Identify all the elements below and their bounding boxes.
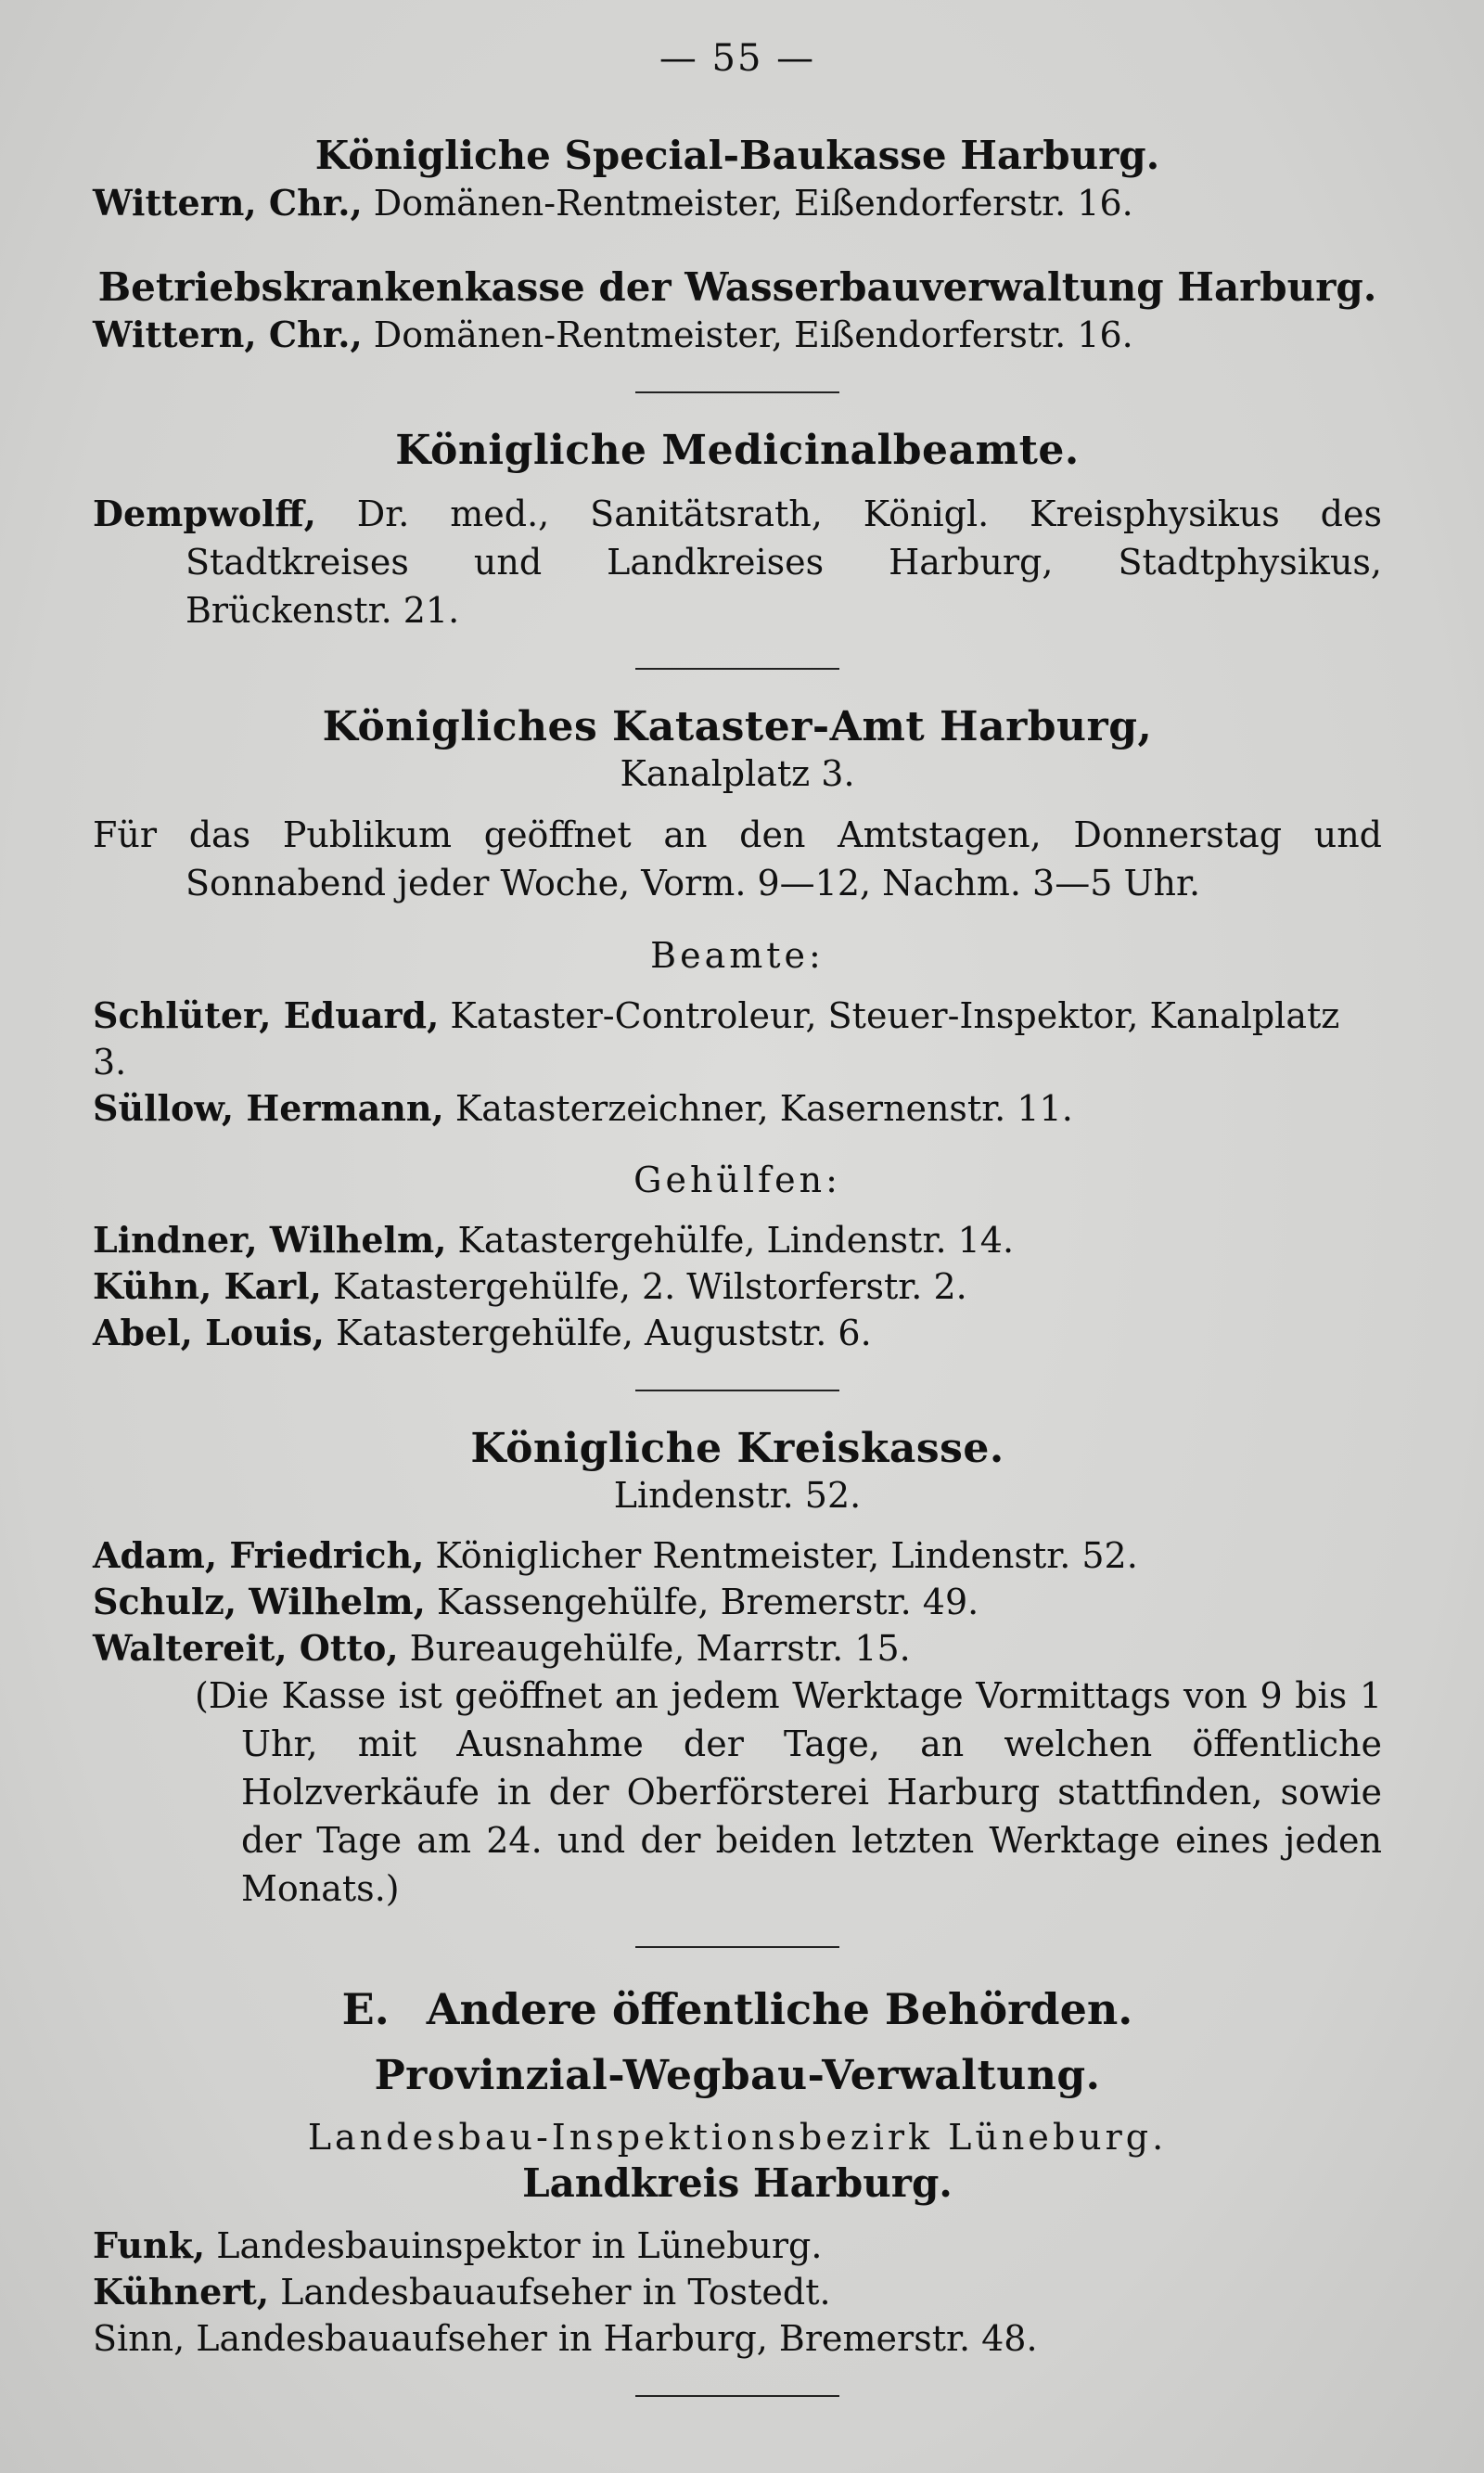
spacer [93, 1132, 1382, 1158]
entry-name: Adam, Friedrich, [93, 1534, 425, 1576]
note-kreiskasse: (Die Kasse ist geöffnet an jedem Werktage Vormittags von 9 bis 1 Uhr, mit Ausnahme der Tage, an welchen öffentliche Holzverkäufe in der Oberförsterei Harburg stattfinden, sowie der Tage am 24. und der beiden letzten Werktage eines jeden Monats.) [195, 1675, 1382, 1909]
heading-medicinalbeamte: Königliche Medicinalbeamte. [395, 427, 1080, 474]
list-item [93, 1263, 1382, 1310]
label-beamte: Beamte: [650, 935, 825, 976]
entry-detail: Katasterzeichner, Kasernenstr. 11. [443, 1088, 1073, 1129]
heading-kreiskasse: Königliche Kreiskasse. [470, 1425, 1004, 1472]
entry-name: Wittern, Chr., [93, 314, 363, 355]
entry-detail: Königlicher Rentmeister, Lindenstr. 52. [424, 1535, 1138, 1576]
spacer [93, 226, 1382, 263]
entry-name: Lindner, Wilhelm, [93, 1219, 447, 1261]
entry-detail: Landesbauaufseher in Harburg, Bremerstr. 48. [185, 2318, 1038, 2359]
divider-rule [635, 668, 839, 670]
entry-name: Schulz, Wilhelm, [93, 1581, 426, 1622]
list-item [93, 993, 1382, 1085]
entry-name: Schlüter, Eduard, [93, 994, 440, 1036]
subheading-landkreis: Landkreis Harburg. [522, 2160, 953, 2206]
entry-name: Sinn, [93, 2318, 186, 2359]
entry-detail: Katastergehülfe, Auguststr. 6. [324, 1313, 872, 1353]
section-e-heading [93, 1981, 1382, 2037]
entry-name: Waltereit, Otto, [93, 1627, 399, 1669]
entry-detail: Domänen-Rentmeister, Eißendorferstr. 16. [362, 183, 1133, 224]
list-item [93, 2223, 1382, 2269]
address-kreiskasse: Lindenstr. 52. [613, 1475, 862, 1516]
entry-detail: Katastergehülfe, 2. Wilstorferstr. 2. [321, 1266, 967, 1307]
address-kataster-amt: Kanalplatz 3. [620, 753, 855, 794]
divider-rule [635, 1390, 839, 1391]
entry-name: Wittern, Chr., [93, 182, 363, 224]
entry-name: Dempwolff, [93, 493, 316, 534]
entry-name: Funk, [93, 2224, 206, 2266]
spacer [93, 475, 1382, 490]
spacer [93, 907, 1382, 933]
heading-betriebskrankenkasse: Betriebskrankenkasse der Wasserbauverwaltung Harburg. [97, 264, 1377, 310]
spacer [93, 796, 1382, 811]
spacer [93, 1202, 1382, 1217]
list-item [93, 2315, 1382, 2362]
spacer [93, 1518, 1382, 1532]
entry-name: Kühn, Karl, [93, 1265, 322, 1307]
entry-detail: Katastergehülfe, Lindenstr. 14. [446, 1220, 1015, 1261]
list-item [93, 1310, 1382, 1356]
list-item [93, 1579, 1382, 1625]
spacer [93, 2100, 1382, 2115]
list-item [93, 2269, 1382, 2315]
entry-detail: Domänen-Rentmeister, Eißendorferstr. 16. [362, 314, 1133, 355]
heading-special-baukasse: Königliche Special-Baukasse Harburg. [314, 133, 1160, 178]
entry-detail: Kassengehülfe, Bremerstr. 49. [425, 1582, 979, 1622]
entry-detail: Bureaugehülfe, Marrstr. 15. [398, 1628, 911, 1669]
entry-name: Süllow, Hermann, [93, 1087, 444, 1129]
divider-rule [635, 391, 839, 393]
list-item [93, 1085, 1382, 1132]
entry-name: Kühnert, [93, 2271, 270, 2313]
divider-rule [635, 2395, 839, 2397]
district-wegbau: Landesbau-Inspektionsbezirk Lüneburg. [307, 2117, 1168, 2158]
section-letter: E. [341, 1984, 390, 2034]
section-title: Andere öffentliche Behörden. [426, 1984, 1133, 2034]
spacer [93, 2037, 1382, 2052]
entry-medicinalbeamte [93, 490, 1382, 634]
entry-betriebskrankenkasse [93, 312, 1382, 358]
entry-detail: Landesbauaufseher in Tostedt. [269, 2272, 831, 2313]
entry-detail: Landesbauinspektor in Lüneburg. [205, 2225, 823, 2266]
spacer [93, 2208, 1382, 2223]
entry-detail: Dr. med., Sanitätsrath, Königl. Kreisphysikus des Stadtkreises und Landkreises Harburg, Stadtphysikus, Brückenstr. 21. [186, 493, 1382, 631]
entry-detail: Kataster-Controleur, Steuer-Inspektor, Kanalplatz 3. [93, 995, 1340, 1083]
label-gehuelfen: Gehülfen: [633, 1160, 841, 1200]
list-item [93, 1532, 1382, 1579]
entry-name: Abel, Louis, [93, 1312, 325, 1353]
entry-special-baukasse [93, 180, 1382, 226]
heading-kataster-amt: Königliches Kataster-Amt Harburg, [322, 703, 1153, 750]
heading-wegbau: Provinzial-Wegbau-Verwaltung. [374, 2052, 1101, 2099]
list-item [93, 1217, 1382, 1263]
hours-kataster-amt: Für das Publikum geöffnet an den Amtstagen, Donnerstag und Sonnabend jeder Woche, Vorm. 9—12, Nachm. 3—5 Uhr. [93, 814, 1382, 903]
spacer [93, 978, 1382, 993]
divider-rule [635, 1946, 839, 1948]
list-item [93, 1625, 1382, 1672]
page-number: — 55 — [659, 37, 816, 80]
